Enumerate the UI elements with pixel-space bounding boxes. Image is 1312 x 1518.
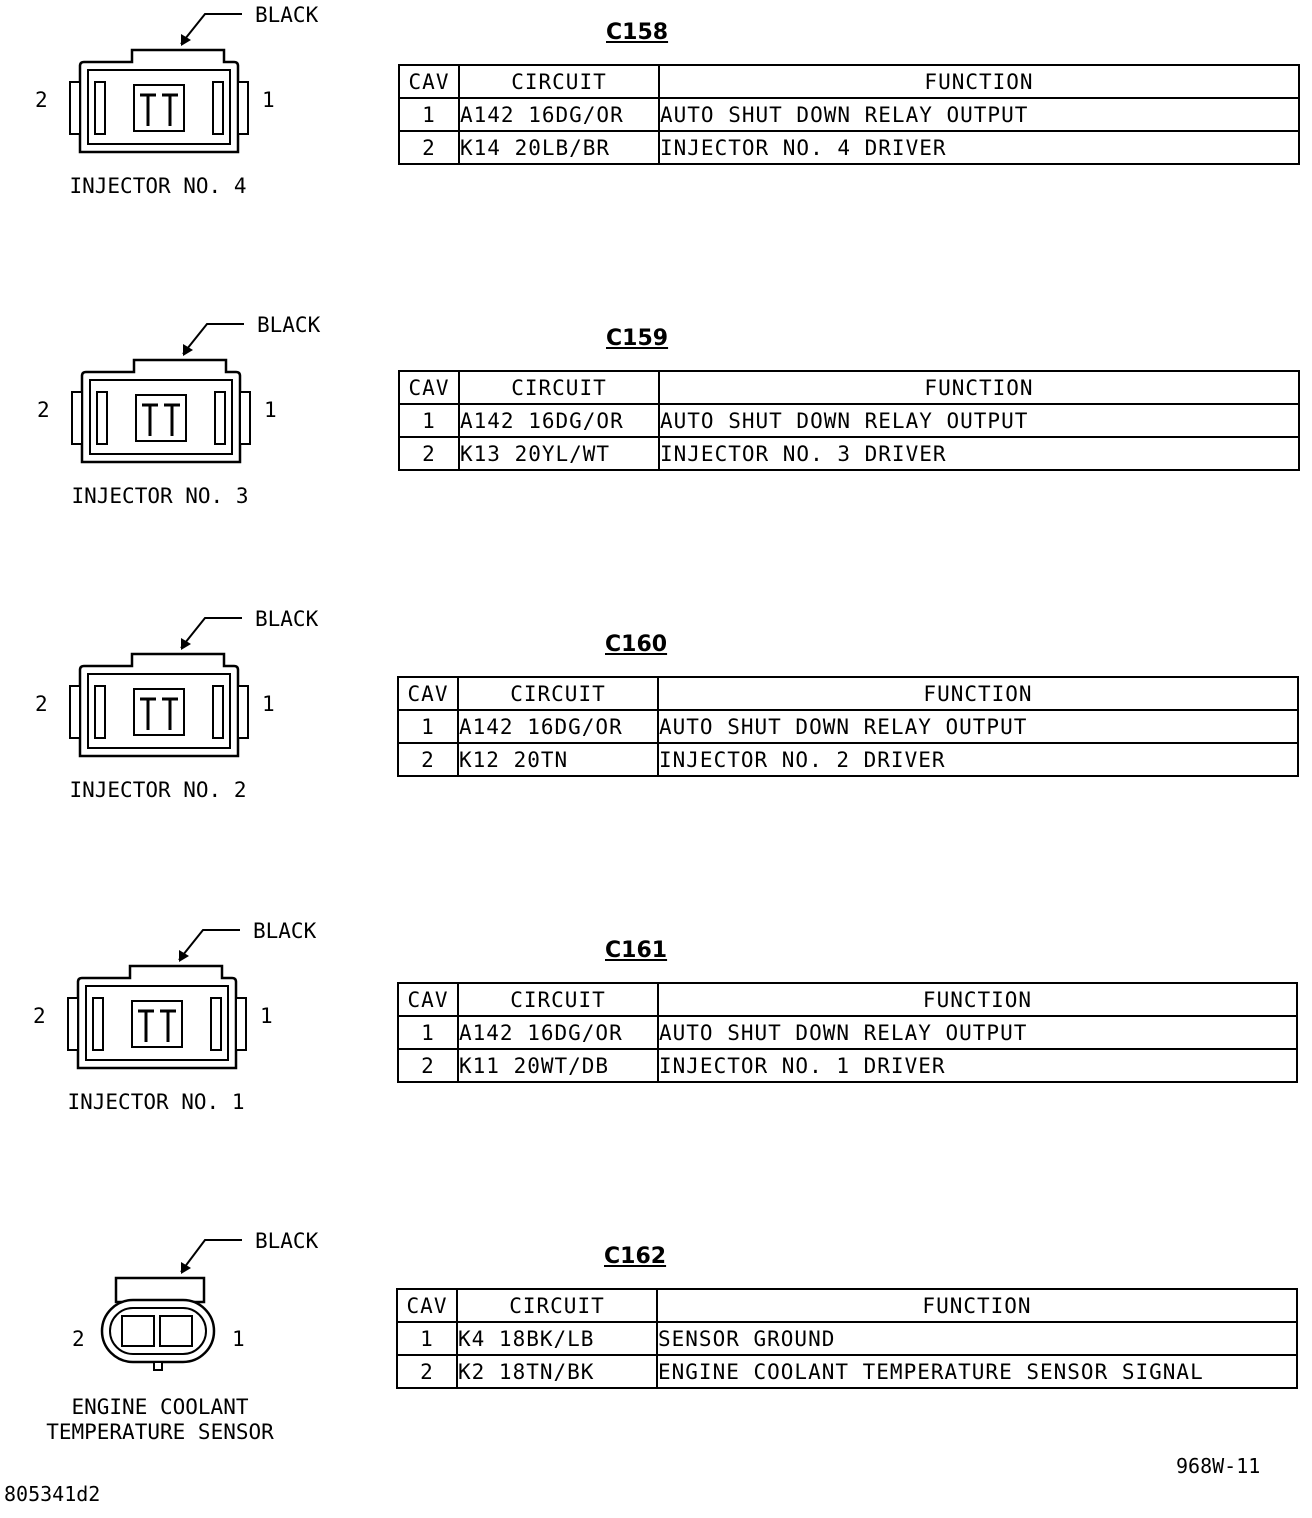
cell-cav: 2: [398, 1049, 458, 1082]
color-label: BLACK: [253, 919, 317, 943]
table-row: [397, 1322, 1297, 1355]
cell-function: INJECTOR NO. 2 DRIVER: [658, 743, 1298, 776]
component-name: INJECTOR NO. 2: [69, 778, 247, 802]
cell-cav: 1: [398, 1016, 458, 1049]
arrowhead-icon: [179, 950, 189, 962]
table-header-row: [398, 677, 1298, 710]
pin-label-1: 1: [232, 1327, 245, 1351]
pin-label-2: 2: [33, 1004, 46, 1028]
connector-section-c162: [0, 1218, 1312, 1518]
latch-tab-right: [238, 686, 248, 738]
pin-label-2: 2: [35, 692, 48, 716]
cell-function: INJECTOR NO. 1 DRIVER: [658, 1049, 1297, 1082]
header-cav: CAV: [398, 677, 458, 710]
connector-id: C158: [606, 20, 669, 45]
cell-cav: 2: [398, 743, 458, 776]
connector-section-c158: [0, 0, 1312, 300]
table-row: [399, 131, 1299, 164]
cell-circuit: A142 16DG/OR: [459, 404, 659, 437]
cell-function: SENSOR GROUND: [657, 1322, 1297, 1355]
header-circuit: CIRCUIT: [458, 677, 658, 710]
cell-circuit: A142 16DG/OR: [458, 710, 658, 743]
connector-housing: [80, 654, 238, 756]
latch-tab-left: [72, 392, 82, 444]
component-name: INJECTOR NO. 1: [67, 1090, 245, 1114]
color-label: BLACK: [255, 3, 319, 27]
table-row: [399, 98, 1299, 131]
pin-label-1: 1: [264, 398, 277, 422]
cell-circuit: K13 20YL/WT: [459, 437, 659, 470]
pin-label-2: 2: [35, 88, 48, 112]
pinout-table-c161: [397, 982, 1298, 1083]
pinout-table-c159: [398, 370, 1300, 471]
cell-circuit: K12 20TN: [458, 743, 658, 776]
pin-label-2: 2: [37, 398, 50, 422]
pin-label-1: 1: [260, 1004, 273, 1028]
cell-function: AUTO SHUT DOWN RELAY OUTPUT: [659, 404, 1299, 437]
component-name: INJECTOR NO. 3: [71, 484, 249, 508]
cell-function: AUTO SHUT DOWN RELAY OUTPUT: [658, 1016, 1297, 1049]
arrowhead-icon: [181, 34, 191, 46]
pinout-table-c162: [396, 1288, 1298, 1389]
latch-tab-right: [236, 998, 246, 1050]
header-circuit: CIRCUIT: [458, 983, 658, 1016]
pin-label-2: 2: [72, 1327, 85, 1351]
table-row: [399, 404, 1299, 437]
arrowhead-icon: [181, 638, 191, 650]
table-row: [399, 437, 1299, 470]
header-function: FUNCTION: [659, 65, 1299, 98]
cell-function: INJECTOR NO. 4 DRIVER: [659, 131, 1299, 164]
connector-housing: [82, 360, 240, 462]
cell-circuit: K2 18TN/BK: [457, 1355, 657, 1388]
polarizing-key: [154, 1362, 162, 1370]
header-function: FUNCTION: [658, 983, 1297, 1016]
cell-circuit: K11 20WT/DB: [458, 1049, 658, 1082]
color-label: BLACK: [255, 1229, 319, 1253]
cell-cav: 1: [399, 98, 459, 131]
cell-cav: 2: [397, 1355, 457, 1388]
connector-section-c160: [0, 604, 1312, 904]
color-leader-line: [181, 1240, 242, 1272]
arrowhead-icon: [183, 344, 193, 356]
header-function: FUNCTION: [658, 677, 1298, 710]
cell-cav: 1: [397, 1322, 457, 1355]
connector-id: C160: [605, 632, 668, 657]
table-row: [398, 1016, 1297, 1049]
cell-cav: 2: [399, 131, 459, 164]
connector-section-c159: [0, 308, 1312, 608]
header-cav: CAV: [397, 1289, 457, 1322]
cell-cav: 2: [399, 437, 459, 470]
sensor-housing: [102, 1300, 214, 1362]
connector-diagram-c161: [0, 914, 380, 1214]
pinout-table-c158: [398, 64, 1300, 165]
color-label: BLACK: [255, 607, 319, 631]
connector-id: C161: [605, 938, 668, 963]
connector-housing: [80, 50, 238, 152]
document-code: 805341d2: [4, 1482, 101, 1506]
connector-diagram-c159: [0, 308, 380, 608]
table-header-row: [399, 371, 1299, 404]
connector-housing: [78, 966, 236, 1068]
pinout-table-c160: [397, 676, 1299, 777]
pin-label-1: 1: [262, 692, 275, 716]
connector-id: C159: [606, 326, 669, 351]
connector-diagram-c160: [0, 604, 380, 904]
cell-circuit: K14 20LB/BR: [459, 131, 659, 164]
connector-id: C162: [604, 1244, 667, 1269]
table-header-row: [399, 65, 1299, 98]
table-row: [397, 1355, 1297, 1388]
cell-function: AUTO SHUT DOWN RELAY OUTPUT: [658, 710, 1298, 743]
figure-code: 968W-11: [1176, 1454, 1261, 1478]
header-cav: CAV: [398, 983, 458, 1016]
color-label: BLACK: [257, 313, 321, 337]
header-cav: CAV: [399, 65, 459, 98]
component-name: ENGINE COOLANT: [71, 1395, 249, 1419]
latch-tab-left: [68, 998, 78, 1050]
header-cav: CAV: [399, 371, 459, 404]
table-row: [398, 1049, 1297, 1082]
cell-function: ENGINE COOLANT TEMPERATURE SENSOR SIGNAL: [657, 1355, 1297, 1388]
table-header-row: [397, 1289, 1297, 1322]
cell-cav: 1: [398, 710, 458, 743]
connector-diagram-c162: [0, 1218, 380, 1518]
header-function: FUNCTION: [659, 371, 1299, 404]
table-header-row: [398, 983, 1297, 1016]
cell-circuit: A142 16DG/OR: [458, 1016, 658, 1049]
header-circuit: CIRCUIT: [459, 371, 659, 404]
cell-function: AUTO SHUT DOWN RELAY OUTPUT: [659, 98, 1299, 131]
latch-tab-right: [240, 392, 250, 444]
component-name: TEMPERATURE SENSOR: [46, 1420, 274, 1444]
cell-cav: 1: [399, 404, 459, 437]
table-row: [398, 710, 1298, 743]
component-name: INJECTOR NO. 4: [69, 174, 247, 198]
latch-tab-left: [70, 686, 80, 738]
cell-circuit: A142 16DG/OR: [459, 98, 659, 131]
header-circuit: CIRCUIT: [459, 65, 659, 98]
cell-circuit: K4 18BK/LB: [457, 1322, 657, 1355]
header-function: FUNCTION: [657, 1289, 1297, 1322]
latch-tab-left: [70, 82, 80, 134]
cell-function: INJECTOR NO. 3 DRIVER: [659, 437, 1299, 470]
pin-label-1: 1: [262, 88, 275, 112]
header-circuit: CIRCUIT: [457, 1289, 657, 1322]
latch-tab-right: [238, 82, 248, 134]
connector-section-c161: [0, 914, 1312, 1214]
connector-diagram-c158: [0, 0, 380, 300]
table-row: [398, 743, 1298, 776]
sensor-cap: [116, 1278, 204, 1302]
